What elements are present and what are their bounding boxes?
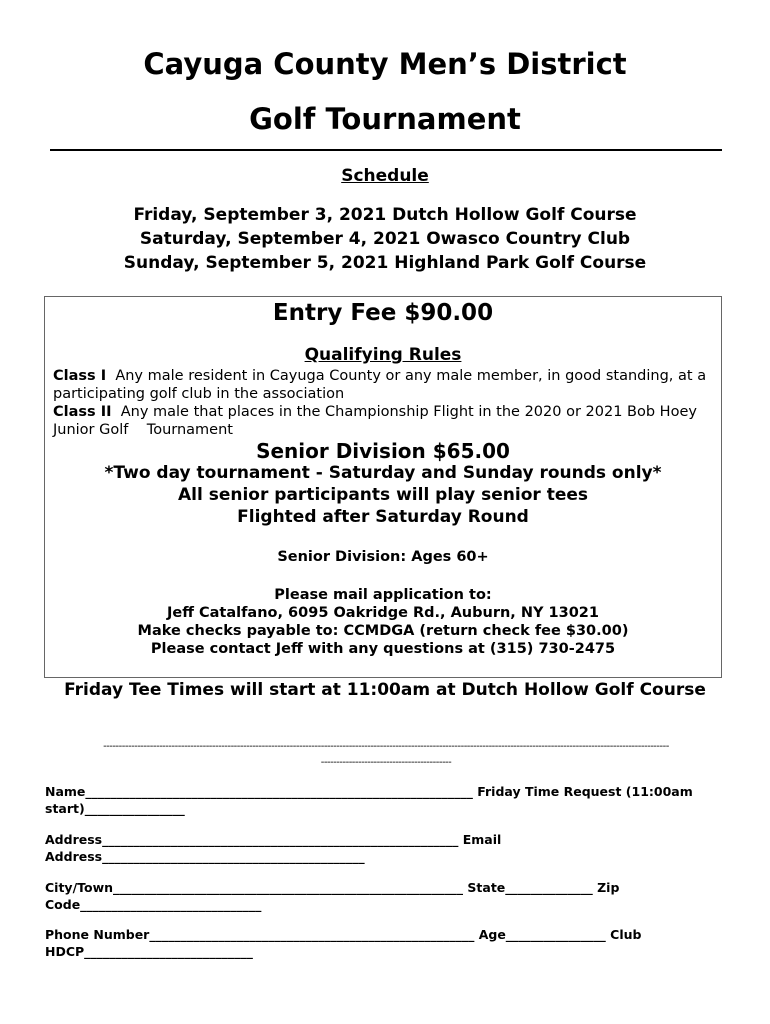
class-2-rule: [53, 403, 713, 439]
qualifying-rules-heading: Qualifying Rules: [304, 345, 462, 365]
class-2-label: Class II: [53, 404, 112, 420]
mail-line-3: Make checks payable to: CCMDGA (return check fee $30.00): [137, 623, 629, 639]
senior-line-3: Flighted after Saturday Round: [237, 507, 529, 527]
title-rule: [50, 149, 722, 151]
mail-line-1: Please mail application to:: [274, 587, 492, 603]
form-row-city[interactable]: City/Town________________________________________________________ State______________ Zip Code_____________________________: [45, 880, 620, 912]
tee-times-notice: Friday Tee Times will start at 11:00am at Dutch Hollow Golf Course: [64, 680, 706, 700]
senior-ages: Senior Division: Ages 60+: [277, 549, 489, 565]
schedule-heading: Schedule: [341, 166, 429, 186]
cut-line-1: --------------------------------------------------------------------------------------------------------------------------------------------------------------------------------------: [103, 741, 669, 752]
senior-line-1: *Two day tournament - Saturday and Sunday rounds only*: [104, 463, 662, 483]
class-1-text: Any male resident in Cayuga County or any male member, in good standing, at a participating golf club in the association: [53, 368, 707, 402]
class-1-label: Class I: [53, 368, 107, 384]
info-box: [44, 296, 722, 678]
form-row-name[interactable]: Name______________________________________________________________ Friday Time Request (11:00am start)________________: [45, 784, 693, 816]
schedule-line-sunday: Sunday, September 5, 2021 Highland Park Golf Course: [123, 253, 647, 273]
senior-division-title: Senior Division $65.00: [256, 439, 510, 463]
form-row-phone[interactable]: Phone Number____________________________________________________ Age________________ Club HDCP___________________________: [45, 927, 642, 959]
cut-line-2: ------------------------------------------: [320, 757, 452, 768]
mail-line-2: Jeff Catalfano, 6095 Oakridge Rd., Auburn, NY 13021: [166, 605, 599, 621]
form-row-address[interactable]: Address_________________________________________________________ Email Address__________________________________________: [45, 832, 502, 864]
page-title-line2: Golf Tournament: [249, 102, 521, 136]
senior-line-2: All senior participants will play senior tees: [178, 485, 588, 505]
mail-line-4: Please contact Jeff with any questions at (315) 730-2475: [150, 641, 616, 657]
class-1-rule: [53, 367, 713, 403]
class-2-text: Any male that places in the Championship Flight in the 2020 or 2021 Bob Hoey Junior Golf Tournament: [53, 404, 702, 438]
entry-fee: Entry Fee $90.00: [272, 300, 494, 326]
schedule-line-saturday: Saturday, September 4, 2021 Owasco Country Club: [139, 229, 631, 249]
schedule-line-friday: Friday, September 3, 2021 Dutch Hollow Golf Course: [133, 205, 637, 225]
page-title-line1: Cayuga County Men’s District: [143, 47, 627, 81]
